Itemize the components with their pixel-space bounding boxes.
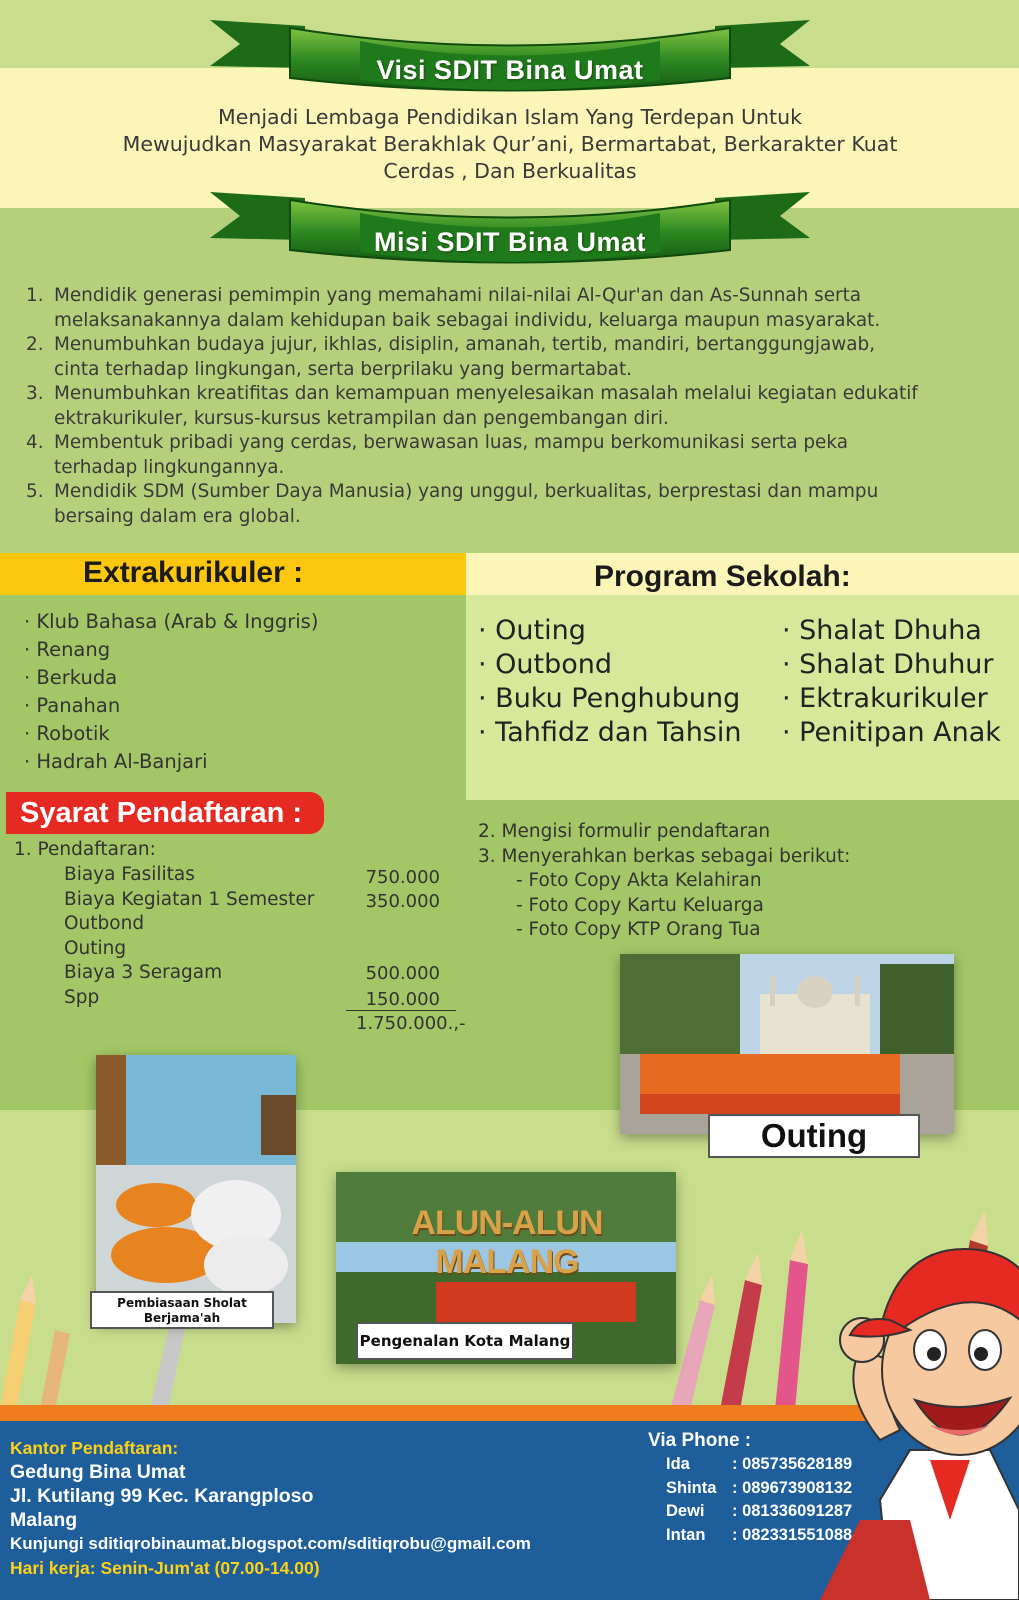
syarat-steps-right <box>478 820 850 943</box>
contact-name: Dewi <box>666 1502 705 1520</box>
fee-value: 750.000 <box>365 867 440 888</box>
program-list-col2 <box>782 614 1001 750</box>
total-divider <box>346 1010 456 1011</box>
contact-name: Shinta <box>666 1478 717 1497</box>
misi-line: cinta terhadap lingkungan, serta berprilaku yang bermartabat. <box>54 358 633 380</box>
program-item: · Ektrakurikuler <box>782 683 988 714</box>
extrakurikuler-item: · Hadrah Al-Banjari <box>24 750 208 773</box>
hari-kerja: Hari kerja: Senin-Jum'at (07.00-14.00) <box>10 1558 320 1578</box>
visi-title: Visi SDIT Bina Umat <box>376 55 644 85</box>
visi-text <box>40 104 980 185</box>
fee-label: Spp <box>64 986 100 1008</box>
visi-line: Menjadi Lembaga Pendidikan Islam Yang Terdepan Untuk <box>218 105 802 129</box>
fee-label: Outbond <box>64 913 145 934</box>
contact-phone[interactable]: : 082331551088 <box>732 1525 853 1544</box>
sholat-photo <box>96 1055 296 1323</box>
program-list-col1 <box>478 614 742 750</box>
malang-sign: ALUN-ALUN MALANG <box>411 1204 603 1281</box>
contact-phone[interactable]: : 089673908132 <box>732 1478 853 1497</box>
document-item: - Foto Copy Kartu Keluarga <box>516 894 764 916</box>
syarat-step-3: 3. Menyerahkan berkas sebagai berikut: <box>478 845 851 867</box>
misi-line: ektrakurikuler, kursus-kursus ketrampilan dan pengembangan diri. <box>54 407 669 429</box>
misi-item <box>22 284 1012 333</box>
program-item: · Tahfidz dan Tahsin <box>478 717 742 748</box>
extrakurikuler-item: · Robotik <box>24 722 110 745</box>
program-item: · Outbond <box>478 649 613 680</box>
visi-line: Mewujudkan Masyarakat Berakhlak Qur’ani, Bermartabat, Berkarakter Kuat <box>122 132 898 156</box>
extrakurikuler-title: Extrakurikuler : <box>83 556 304 589</box>
visi-ribbon <box>210 8 810 98</box>
sholat-photo-image <box>96 1055 296 1323</box>
fee-value: 350.000 <box>365 891 440 912</box>
document-item: - Foto Copy Akta Kelahiran <box>516 870 762 891</box>
misi-line: Menumbuhkan kreatifitas dan kemampuan menyelesaikan masalah melalui kegiatan edukatif <box>54 383 918 404</box>
via-phone-label: Via Phone : <box>648 1430 752 1451</box>
extrakurikuler-list <box>24 608 318 776</box>
misi-number: 2. <box>26 334 44 355</box>
misi-line: Membentuk pribadi yang cerdas, berwawasan luas, mampu berkomunikasi serta peka <box>54 432 848 453</box>
contact-name: Ida <box>666 1455 690 1473</box>
misi-line: Menumbuhkan budaya jujur, ikhlas, disiplin, amanah, tertib, mandiri, bertanggungjawab, <box>54 334 876 355</box>
sholat-caption: Pembiasaan Sholat Berjama'ah <box>90 1291 274 1329</box>
misi-number: 3. <box>26 383 44 404</box>
visi-line: Cerdas , Dan Berkualitas <box>383 159 637 183</box>
program-item: · Shalat Dhuha <box>782 615 982 646</box>
extrakurikuler-item: · Klub Bahasa (Arab & Inggris) <box>24 610 319 633</box>
kantor-label: Kantor Pendaftaran: <box>10 1438 179 1458</box>
program-item: · Buku Penghubung <box>478 683 741 714</box>
extrakurikuler-item: · Berkuda <box>24 666 118 689</box>
syarat-step-2: 2. Mengisi formulir pendaftaran <box>478 821 771 842</box>
program-title: Program Sekolah: <box>594 560 851 593</box>
contact-phone[interactable]: : 085735628189 <box>732 1455 853 1473</box>
mascot-boy-icon <box>820 1220 1019 1600</box>
fee-label: Biaya Fasilitas <box>64 864 195 885</box>
program-item: · Outing <box>478 615 586 646</box>
contact-name: Intan <box>666 1525 706 1544</box>
program-item: · Shalat Dhuhur <box>782 649 994 680</box>
misi-line: melaksanakannya dalam kehidupan baik sebagai individu, keluarga maupun masyarakat. <box>54 309 881 331</box>
contact-phone[interactable]: : 081336091287 <box>732 1502 853 1520</box>
fee-labels <box>64 863 314 1010</box>
misi-item <box>22 480 1012 529</box>
gedung-text: Gedung Bina Umat <box>10 1461 186 1483</box>
website-link[interactable]: Kunjungi sditiqrobinaumat.blogspot.com/sditiqrobu@gmail.com <box>10 1534 531 1553</box>
misi-title: Misi SDIT Bina Umat <box>373 227 647 257</box>
misi-item <box>22 333 1012 382</box>
extrakurikuler-item: · Panahan <box>24 694 121 717</box>
alamat-text: Jl. Kutilang 99 Kec. Karangploso <box>10 1485 314 1507</box>
kota-text: Malang <box>10 1509 78 1531</box>
fee-total: 1.750.000.,- <box>356 1013 466 1034</box>
fee-label: Biaya Kegiatan 1 Semester <box>64 888 315 910</box>
misi-number: 5. <box>26 481 44 502</box>
fee-value: 500.000 <box>365 963 440 984</box>
fee-label: Biaya 3 Seragam <box>64 962 223 983</box>
misi-line: Mendidik SDM (Sumber Daya Manusia) yang unggul, berkualitas, berprestasi dan mampu <box>54 481 879 502</box>
syarat-title: Syarat Pendaftaran : <box>20 797 303 829</box>
document-item: - Foto Copy KTP Orang Tua <box>516 919 761 940</box>
misi-line: Mendidik generasi pemimpin yang memahami nilai-nilai Al-Qur'an dan As-Sunnah serta <box>54 285 862 306</box>
extrakurikuler-item: · Renang <box>24 638 111 661</box>
misi-ribbon <box>210 180 810 270</box>
misi-line: bersaing dalam era global. <box>54 505 301 527</box>
misi-list <box>22 284 1012 529</box>
misi-item <box>22 382 1012 431</box>
misi-number: 1. <box>26 285 44 306</box>
syarat-step-1: 1. Pendaftaran: <box>14 839 156 860</box>
footer-office <box>10 1436 531 1580</box>
misi-item <box>22 431 1012 480</box>
outing-photo <box>620 954 954 1134</box>
fee-value: 150.000 <box>365 989 440 1010</box>
misi-number: 4. <box>26 432 44 453</box>
program-item: · Penitipan Anak <box>782 717 1001 748</box>
misi-line: terhadap lingkungannya. <box>54 456 285 478</box>
fee-label: Outing <box>64 937 127 959</box>
outing-caption: Outing <box>708 1114 920 1158</box>
outing-photo-image <box>620 954 954 1134</box>
malang-caption: Pengenalan Kota Malang <box>356 1322 574 1360</box>
